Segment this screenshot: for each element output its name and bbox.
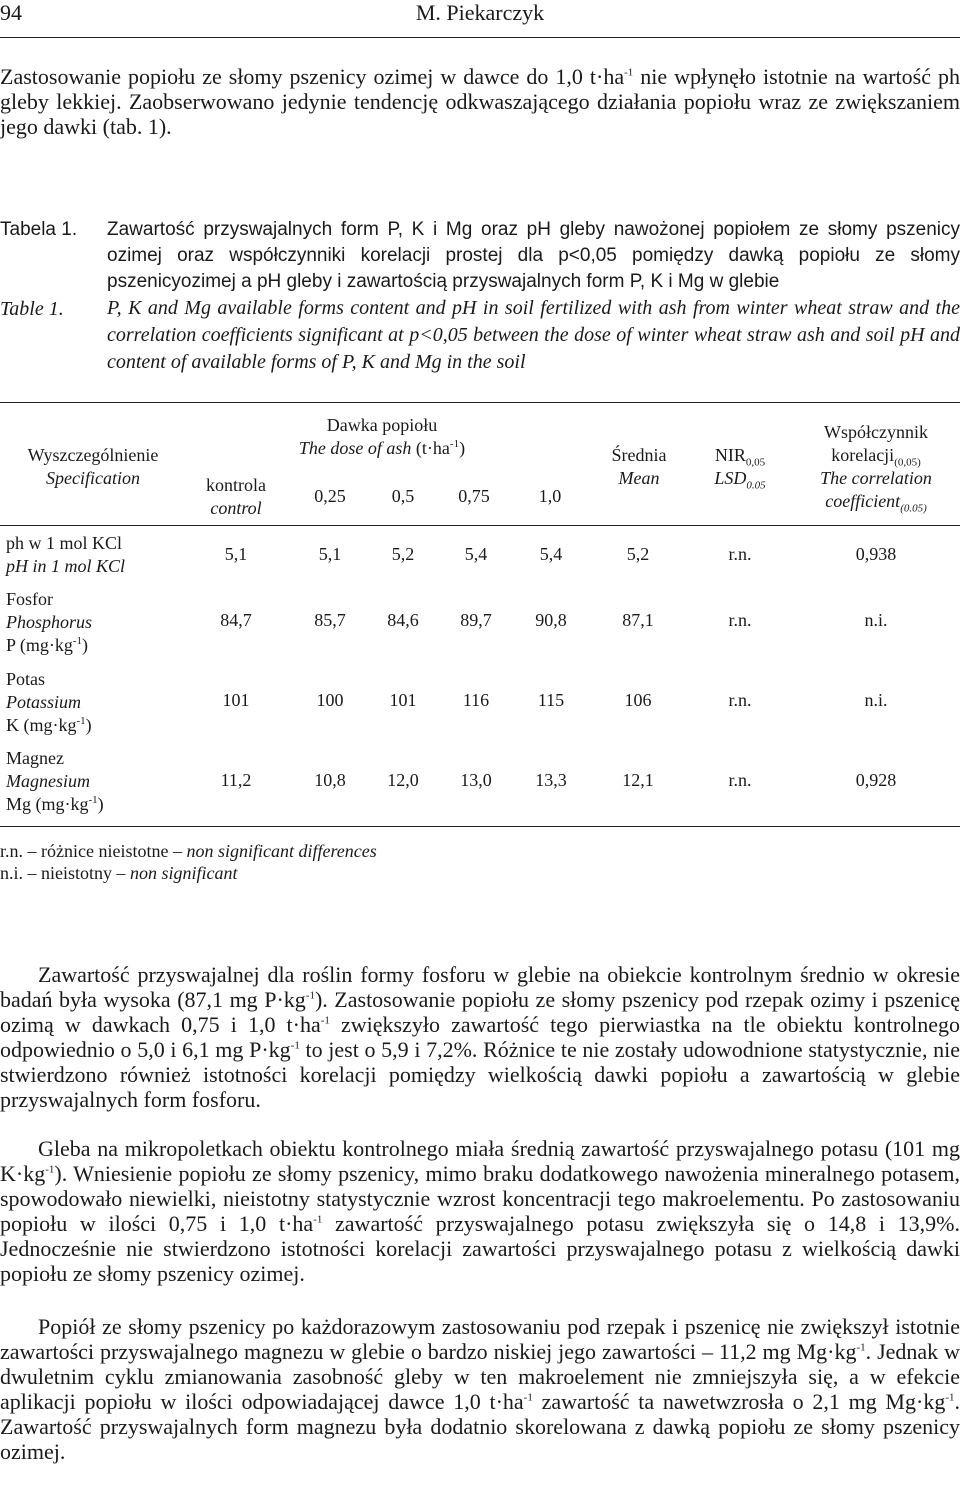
cell-ph-lsd: r.n. bbox=[728, 544, 752, 564]
table-label-en: Table 1. bbox=[0, 298, 64, 320]
table-label-pl: Tabela 1. bbox=[0, 219, 78, 240]
cell-p-correlation: n.i. bbox=[864, 610, 888, 630]
table-caption-pl: Zawartość przyswajalnych form P, K i Mg oraz pH gleby nawożonej popiołem ze słomy pszenicy ozimej oraz współczynniki korelacji prostej dla p<0,05 pomiędzy dawką popiołu ze słomy pszenicyozimej a pH gleby i zawartością przyswajalnych form P, K i Mg w glebie bbox=[107, 219, 960, 292]
cell-p-lsd: r.n. bbox=[728, 610, 752, 630]
body-paragraph-phosphorus: Zawartość przyswajalnej dla roślin formy fosforu w glebie na obiekcie kontrolnym średnio w okresie badań była wysoka (87,1 mg $P\cdot kg^{-1}$). Zastosowanie popiołu ze słomy pszenicy pod rzepak ozimy i pszenicę ozimą w dawkach 0,75 i 1,0 $t\cdot ha^{-1}$ zwiększyło zawartość tego pierwiastka na tle obiektu kontrolnego odpowiednio o 5,0 i 6,1 mg $P\cdot kg^{-1}$ to jest o 5,9 i 7,2%. Różnice te nie zostały udowodnione statystycznie, nie stwierdzono również istotności korelacji pomiędzy wielkością dawki popiołu a zawartością w glebie przyswajalnych form fosforu. bbox=[0, 962, 960, 1112]
header-rule bbox=[0, 37, 960, 38]
row-label-potassium: Potas Potassium K $(mg\cdot kg^{-1})$ bbox=[6, 669, 92, 735]
cell-p-dose3: 89,7 bbox=[460, 610, 492, 630]
cell-mg-lsd: r.n. bbox=[728, 770, 752, 790]
cell-k-correlation: n.i. bbox=[864, 690, 888, 710]
cell-k-dose1: 100 bbox=[316, 690, 344, 710]
cell-p-dose4: 90,8 bbox=[535, 610, 567, 630]
intro-paragraph: Zastosowanie popiołu ze słomy pszenicy ozimej w dawce do 1,0 $t\cdot ha^{-1}$ nie wpłynęło istotnie na wartość ph gleby lekkiej. Zaobserwowano jedynie tendencję odkwaszającego działania popiołu wraz ze zwiększaniem jego dawki (tab. 1). bbox=[0, 64, 960, 139]
header-dose-2: 0,5 bbox=[391, 486, 415, 506]
header-specification: Wyszczególnienie Specification bbox=[27, 445, 159, 488]
cell-mg-mean: 12,1 bbox=[622, 770, 654, 790]
cell-p-mean: 87,1 bbox=[622, 610, 654, 630]
table-top-rule bbox=[0, 402, 960, 403]
cell-mg-dose2: 12,0 bbox=[387, 770, 419, 790]
cell-p-control: 84,7 bbox=[220, 610, 252, 630]
header-control: kontrola control bbox=[206, 475, 266, 518]
header-correlation: Współczynnik korelacji$_{(0,05)}$ The correlation coefficient$_{(0.05)}$ bbox=[820, 422, 932, 515]
table-bottom-rule bbox=[0, 826, 960, 827]
cell-mg-correlation: 0,928 bbox=[855, 770, 897, 790]
cell-ph-mean: 5,2 bbox=[626, 544, 650, 564]
cell-k-dose4: 115 bbox=[537, 690, 565, 710]
row-label-ph: ph w 1 mol KCl pH in 1 mol KCl bbox=[6, 533, 126, 576]
cell-mg-dose3: 13,0 bbox=[460, 770, 492, 790]
row-label-magnesium: Magnez Magnesium Mg $(mg\cdot kg^{-1})$ bbox=[6, 748, 104, 814]
cell-ph-control: 5,1 bbox=[224, 544, 248, 564]
cell-ph-correlation: 0,938 bbox=[855, 544, 897, 564]
body-paragraph-magnesium: Popiół ze słomy pszenicy po każdorazowym zastosowaniu pod rzepak i pszenicę nie zwiększył istotnie zawartości przyswajalnego magnezu w glebie o bardzo niskiej jego zawartości – 11,2 mg $Mg\cdot kg^{-1}$. Jednak w dwuletnim cyklu zmianowania zasobność gleby w ten makroelement nie zmniejszyła się, a w efekcie aplikacji popiołu w ilości odpowiadającej dawce 1,0 $t\cdot ha^{-1}$ zawartość ta nawetwzrosła o 2,1 mg $Mg\cdot kg^{-1}$. Zawartość przyswajalnych form magnezu była dodatnio skorelowana z dawką popiołu ze słomy pszenicy ozimej. bbox=[0, 1314, 960, 1464]
cell-p-dose2: 84,6 bbox=[387, 610, 419, 630]
cell-k-mean: 106 bbox=[624, 690, 652, 710]
header-dose: Dawka popiołu The dose of ash $(t\cdot ha^{-1})$ bbox=[298, 415, 466, 458]
page-number: 94 bbox=[0, 0, 22, 25]
header-dose-1: 0,25 bbox=[314, 486, 346, 506]
cell-ph-dose2: 5,2 bbox=[391, 544, 415, 564]
cell-k-lsd: r.n. bbox=[728, 690, 752, 710]
cell-mg-dose4: 13,3 bbox=[535, 770, 567, 790]
body-paragraph-potassium: Gleba na mikropoletkach obiektu kontrolnego miała średnią zawartość przyswajalnego potasu (101 mg $K\cdot kg^{-1}$). Wniesienie popiołu ze słomy pszenicy, mimo braku dodatkowego nawożenia mineralnego potasem, spowodowało niewielki, nieistotny statystycznie wzrost koncentracji tego makroelementu. Po zastosowaniu popiołu w ilości 0,75 i 1,0 $t\cdot ha^{-1}$ zawartość przyswajalnego potasu zwiększyła się o 14,8 i 13,9%. Jednocześnie nie stwierdzono istotności korelacji zawartości przyswajalnego potasu z wielkością dawki popiołu ze słomy pszenicy ozimej. bbox=[0, 1136, 960, 1286]
cell-mg-control: 11,2 bbox=[220, 770, 252, 790]
running-header-author: M. Piekarczyk bbox=[415, 0, 545, 25]
table-header-rule bbox=[0, 525, 960, 526]
row-label-phosphorus: Fosfor Phosphorus P $(mg\cdot kg^{-1})$ bbox=[6, 589, 93, 655]
cell-k-dose3: 116 bbox=[462, 690, 490, 710]
cell-p-dose1: 85,7 bbox=[314, 610, 346, 630]
footnote-rn: r.n. – różnice nieistotne – non significant differences bbox=[0, 841, 377, 861]
cell-k-dose2: 101 bbox=[389, 690, 417, 710]
header-dose-3: 0,75 bbox=[458, 486, 490, 506]
footnote-ni: n.i. – nieistotny – non significant bbox=[0, 863, 238, 883]
header-dose-4: 1,0 bbox=[538, 486, 562, 506]
header-mean: Średnia Mean bbox=[611, 445, 667, 488]
cell-ph-dose1: 5,1 bbox=[318, 544, 342, 564]
cell-mg-dose1: 10,8 bbox=[314, 770, 346, 790]
table-caption-en: P, K and Mg available forms content and pH in soil fertilized with ash from winter wheat straw and the correlation coefficients significant at p<0,05 between the dose of winter wheat straw ash and soil pH and content of available forms of P, K and Mg in the soil bbox=[107, 297, 960, 373]
cell-ph-dose4: 5,4 bbox=[539, 544, 563, 564]
header-lsd: $NIR_{0,05}$ $LSD_{0.05}$ bbox=[714, 445, 766, 492]
cell-k-control: 101 bbox=[222, 690, 250, 710]
cell-ph-dose3: 5,4 bbox=[464, 544, 488, 564]
